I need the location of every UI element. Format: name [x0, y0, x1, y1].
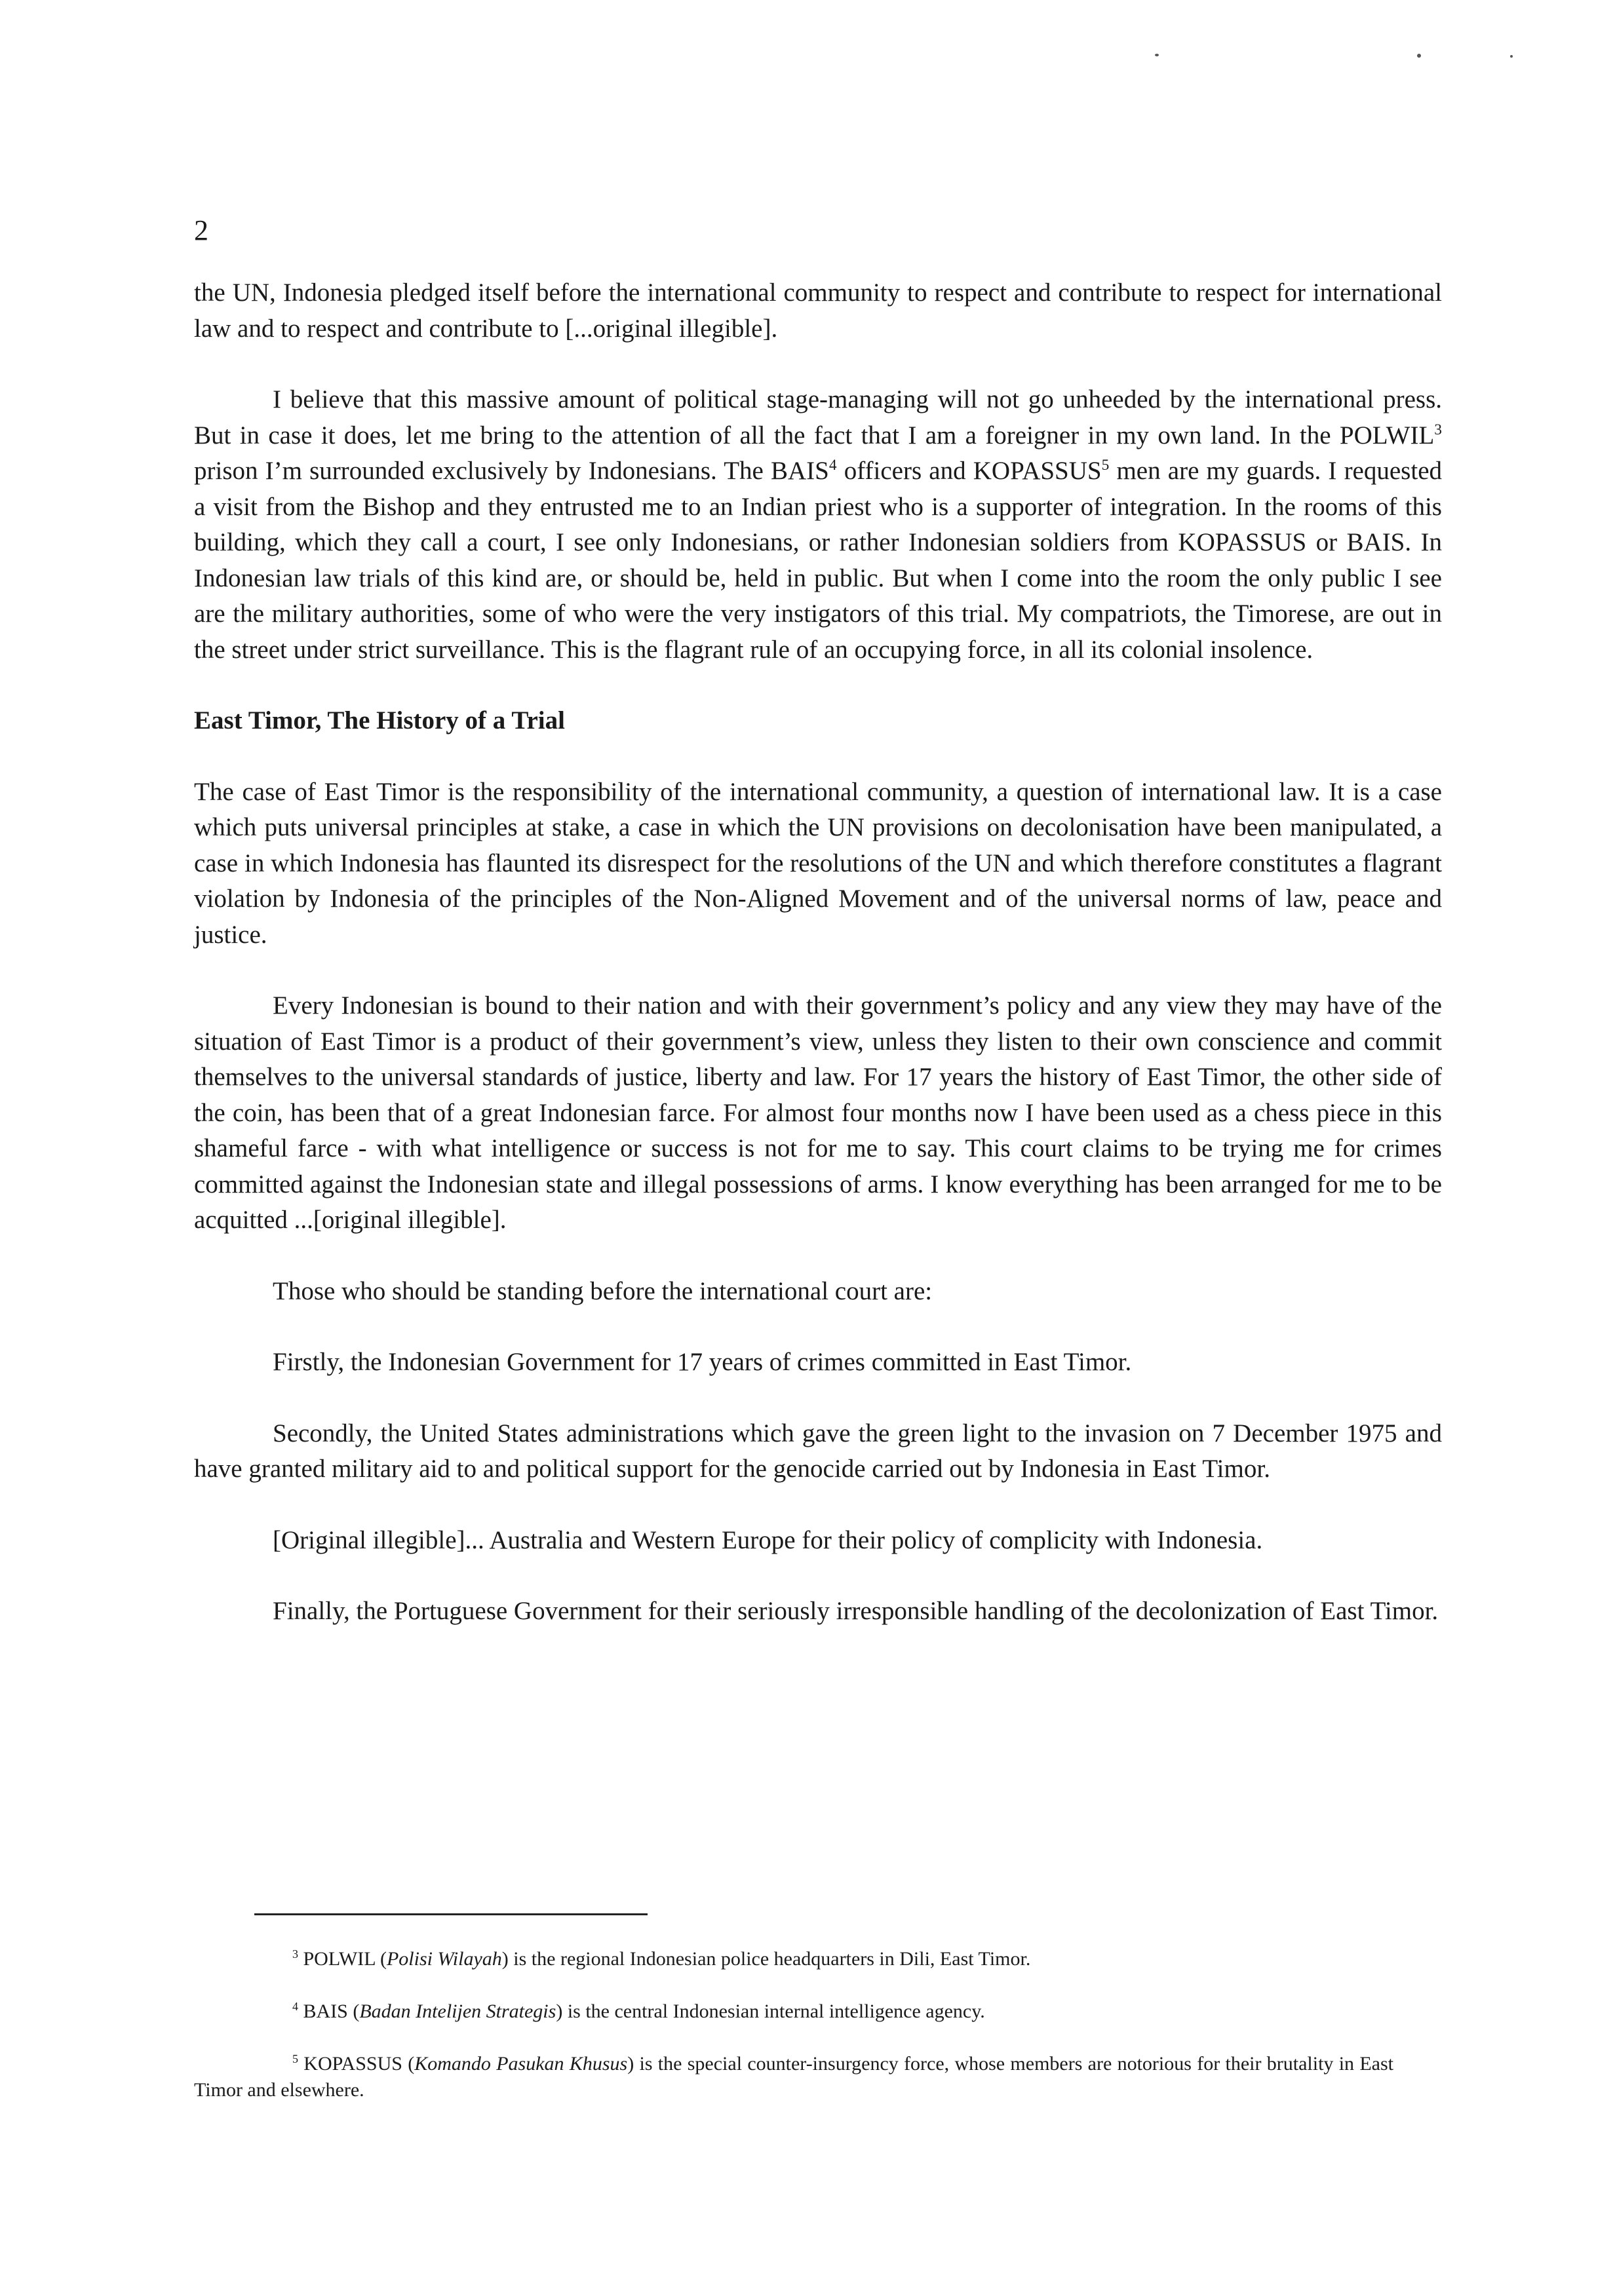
footnote: $^3$ POLWIL (Polisi Wilayah) is the regional Indonesian police headquarters in Dili, East Timor.: [292, 1947, 1031, 1970]
paragraph-text: men are my guards. I requested a visit from the Bishop and they entrusted me to an Indian priest who is a supporter of integration. In the rooms of this building, which they call a court, I see only Indonesians, or rather Indonesian soldiers from KOPASSUS or BAIS. In Indonesian law trials of this kind are, or should be, held in public. But when I come into the room the only public I see are the military authorities, some of who were the very instigators of this trial. My compatriots, the Timorese, are out in the street under strict surveillance. This is the flagrant rule of an occupying force, in all its colonial insolence.: [194, 457, 1442, 664]
footnote-ref: 5: [1101, 457, 1110, 474]
footnote-gloss: Polisi Wilayah: [386, 1948, 502, 1970]
scan-speck: [1155, 54, 1159, 56]
footnote-term: KOPASSUS: [303, 2053, 402, 2075]
footnotes: [194, 1946, 1393, 2130]
scan-speck: [1510, 55, 1513, 58]
paragraph: Those who should be standing before the international court are:: [273, 1276, 933, 1305]
footnote-mark: 4: [292, 2000, 298, 2013]
paragraph: The case of East Timor is the responsibility of the international community, a question of international law. It is a case which puts universal principles at stake, a case in which the UN provisions on decolonisation have been manipulated, a case in which Indonesia has flaunted its disrespect for the resolutions of the UN and which therefore constitutes a flagrant violation by Indonesia of the principles of the Non-Aligned Movement and of the universal norms of law, peace and justice.: [194, 777, 1442, 949]
paragraph: Secondly, the United States administrations which gave the green light to the invasion on 7 December 1975 and have granted military aid to and political support for the genocide carried out by Indonesia in East Timor.: [194, 1419, 1442, 1483]
footnote-mark: 3: [292, 1947, 298, 1961]
footnote-gloss: Komando Pasukan Khusus: [414, 2053, 628, 2075]
paragraph: Finally, the Portuguese Government for their seriously irresponsible handling of the decolonization of East Timor.: [273, 1597, 1439, 1625]
footnote-divider: [254, 1913, 648, 1915]
paragraph-text: prison I’m surrounded exclusively by Indonesians. The BAIS: [194, 457, 829, 485]
paragraph: Every Indonesian is bound to their nation and with their government’s policy and any view they may have of the situation of East Timor is a product of their government’s view, unless they listen to their own conscience and commit themselves to the universal standards of justice, liberty and law. For 17 years the history of East Timor, the other side of the coin, has been that of a great Indonesian farce. For almost four months now I have been used as a chess piece in this shameful farce - with what intelligence or success is not for me to say. This court claims to be trying me for crimes committed against the Indonesian state and illegal possessions of arms. I know everything has been arranged for me to be acquitted ...[original illegible].: [194, 991, 1442, 1234]
footnote-mark: 5: [292, 2052, 298, 2065]
page-number: 2: [194, 214, 208, 246]
document-body: [194, 275, 1442, 1665]
paragraph: [194, 382, 1442, 668]
footnote-ref: 3: [1434, 421, 1442, 438]
footnote: $^5$ KOPASSUS (Komando Pasukan Khusus) is the special counter-insurgency force, whose members are notorious for their brutality in East Timor and elsewhere.: [194, 2052, 1393, 2101]
footnote-ref: 4: [828, 457, 837, 474]
paragraph-text: officers and KOPASSUS: [836, 457, 1102, 485]
footnote-text: is the central Indonesian internal intelligence agency.: [562, 2000, 985, 2022]
footnote-text: is the special counter-insurgency force, whose members are notorious for their brutality in East Timor and elsewhere.: [194, 2053, 1393, 2101]
paragraph: [Original illegible]... Australia and Western Europe for their policy of complicity with Indonesia.: [273, 1525, 1263, 1554]
scan-speck: [1417, 54, 1421, 58]
footnote-term: POLWIL: [303, 1948, 376, 1970]
paragraph-text: I believe that this massive amount of political stage-managing will not go unheeded by the international press. But in case it does, let me bring to the attention of all the fact that I am a foreigner in my own land. In the POLWIL: [194, 385, 1442, 450]
paragraph: Firstly, the Indonesian Government for 17 years of crimes committed in East Timor.: [273, 1348, 1132, 1376]
footnote-text: is the regional Indonesian police headquarters in Dili, East Timor.: [508, 1948, 1031, 1970]
footnote-gloss: Badan Intelijen Strategis: [359, 2000, 556, 2022]
paragraph: the UN, Indonesia pledged itself before the international community to respect and contribute to respect for international law and to respect and contribute to [...original illegible].: [194, 278, 1442, 343]
footnote: $^4$ BAIS (Badan Intelijen Strategis) is the central Indonesian internal intelligence agency.: [292, 2000, 985, 2022]
section-heading: East Timor, The History of a Trial: [194, 706, 565, 735]
footnote-term: BAIS: [303, 2000, 348, 2022]
